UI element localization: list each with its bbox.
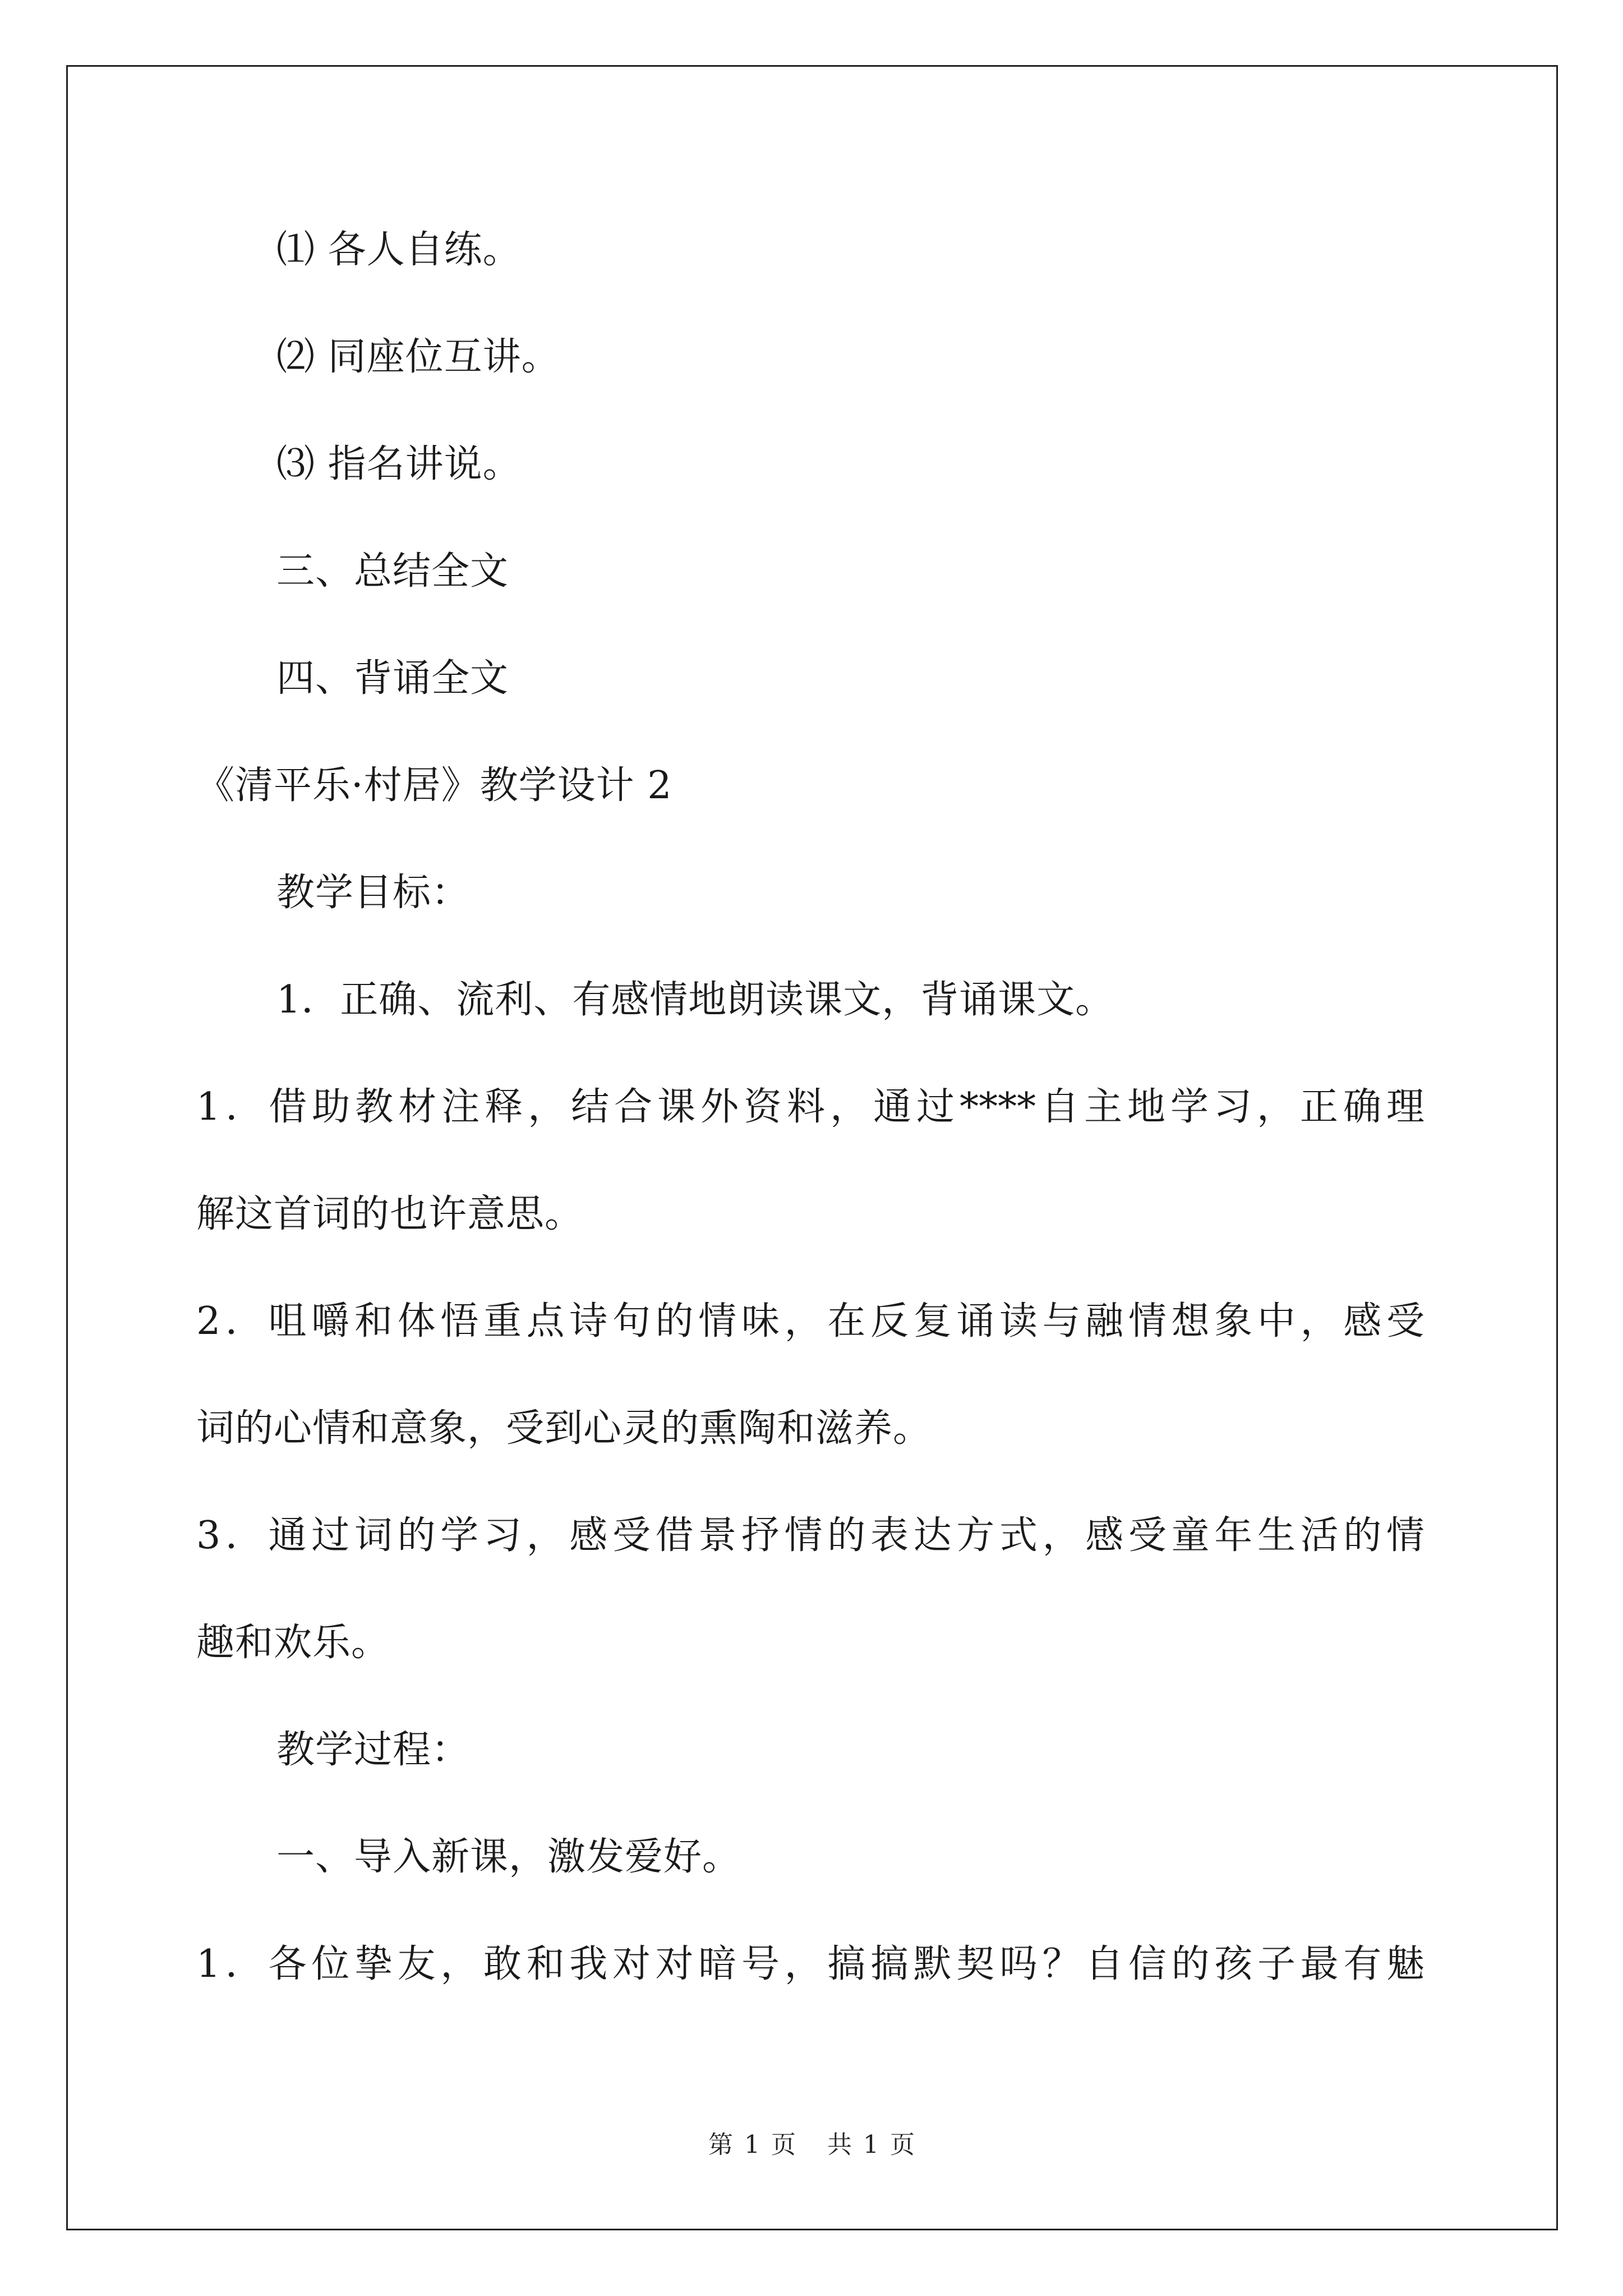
- text-line: 趣和欢乐。: [196, 1621, 390, 1665]
- section-heading: 三、总结全文: [276, 549, 509, 593]
- page-footer: [0, 2124, 1623, 2160]
- text-line: 解这首词的也许意思。: [196, 1192, 584, 1236]
- page-total: 共 1 页: [827, 2131, 915, 2159]
- section-heading: 教学过程：: [276, 1728, 471, 1772]
- text-line: 词的心情和意象，受到心灵的熏陶和滋养。: [196, 1406, 932, 1451]
- text-line: 1．各位挚友，敢和我对对暗号，搞搞默契吗？自信的孩子最有魅: [196, 1942, 1424, 1986]
- text-line: ⑴ 各人自练。: [276, 228, 522, 272]
- page-frame: [66, 65, 1558, 2230]
- page-number: 第 1 页: [708, 2131, 796, 2159]
- text-line: 2．咀嚼和体悟重点诗句的情味，在反复诵读与融情想象中，感受: [196, 1299, 1424, 1343]
- section-heading: 一、导入新课，激发爱好。: [276, 1835, 741, 1879]
- text-line: 3．通过词的学习，感受借景抒情的表达方式，感受童年生活的情: [196, 1513, 1424, 1558]
- text-line: ⑶ 指名讲说。: [276, 442, 522, 486]
- text-line: 1．借助教材注释，结合课外资料，通过****自主地学习，正确理: [196, 1085, 1424, 1129]
- document-title: 《清平乐·村居》教学设计 2: [196, 763, 672, 808]
- section-heading: 教学目标：: [276, 871, 471, 915]
- section-heading: 四、背诵全文: [276, 656, 509, 701]
- text-line: 1．正确、流利、有感情地朗读课文，背诵课文。: [276, 978, 1114, 1022]
- text-line: ⑵ 同座位互讲。: [276, 335, 560, 379]
